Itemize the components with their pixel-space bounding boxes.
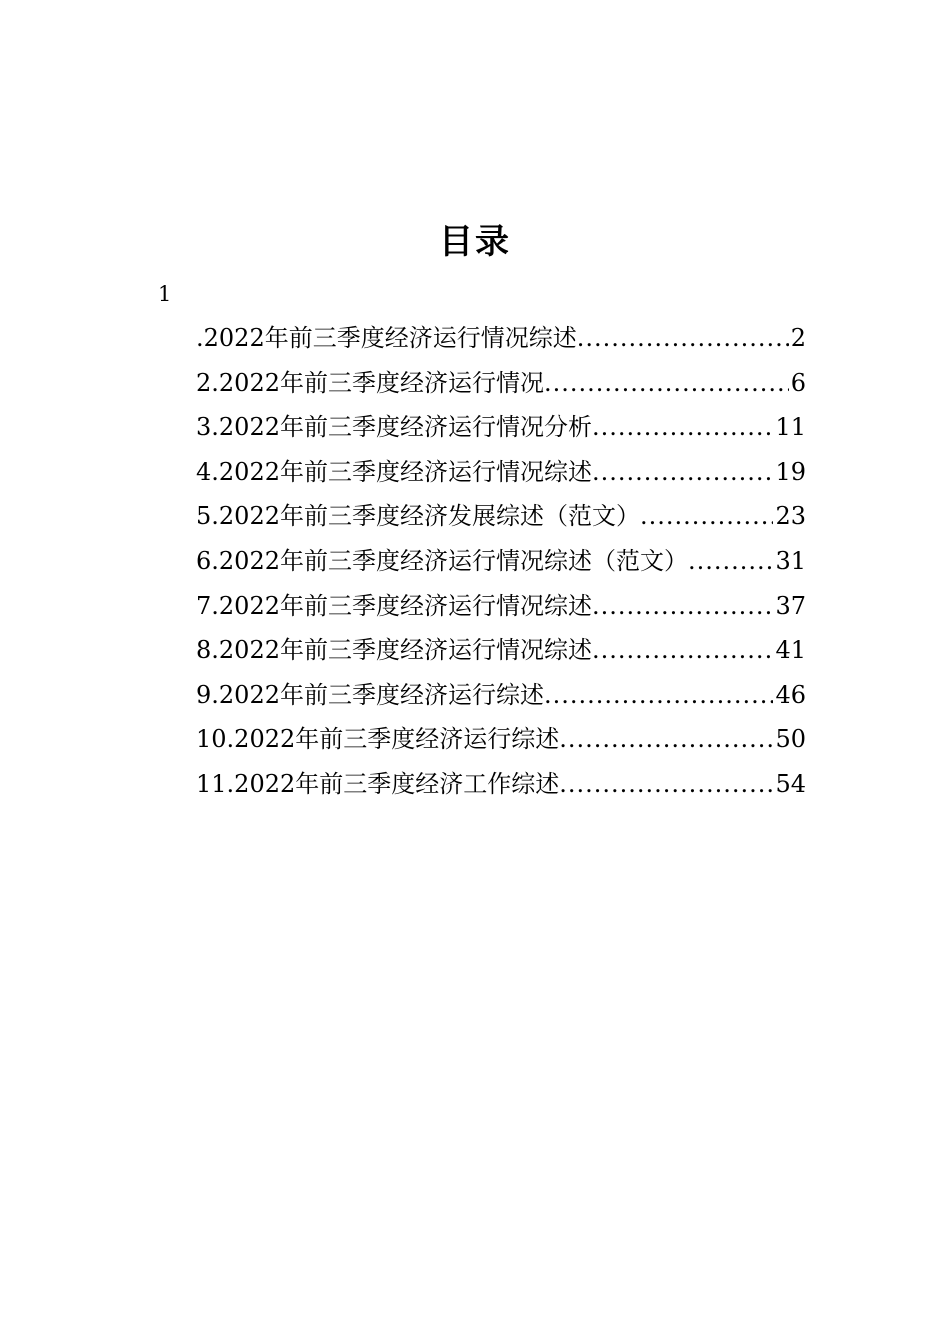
toc-dot-leader <box>592 628 773 673</box>
toc-entry-title: 5.2022年前三季度经济发展综述（范文） <box>196 502 640 531</box>
toc-entry[interactable] <box>196 539 806 584</box>
toc-entry-title: 8.2022年前三季度经济运行情况综述 <box>196 636 592 665</box>
toc-entry-title: 3.2022年前三季度经济运行情况分析 <box>196 413 592 442</box>
toc-entry[interactable] <box>196 450 806 495</box>
toc-entry[interactable] <box>196 494 806 539</box>
toc-entry-title: .2022年前三季度经济运行情况综述 <box>196 324 577 352</box>
toc-dot-leader <box>592 405 773 450</box>
toc-entry[interactable] <box>196 405 806 450</box>
toc-entry-page: 6 <box>790 368 806 397</box>
toc-entry[interactable] <box>196 361 806 406</box>
toc-entry-title: 6.2022年前三季度经济运行情况综述（范文） <box>196 546 688 575</box>
toc-entry[interactable] <box>196 628 806 673</box>
toc-title: 目录 <box>439 222 511 262</box>
toc-dot-leader <box>688 539 773 584</box>
toc-entry-page: 50 <box>775 725 806 754</box>
toc-entry-page: 11 <box>775 413 806 442</box>
toc-entry-page: 19 <box>775 457 806 486</box>
toc-dot-leader <box>559 762 773 807</box>
toc-entry[interactable] <box>196 316 806 361</box>
toc-entry[interactable] <box>196 673 806 718</box>
toc-entry[interactable] <box>196 584 806 629</box>
toc-entry-title: 11.2022年前三季度经济工作综述 <box>196 769 560 798</box>
toc-entry-title: 7.2022年前三季度经济运行情况综述 <box>196 591 592 620</box>
stray-number: 1 <box>158 282 172 306</box>
toc-entry-title: 9.2022年前三季度经济运行综述 <box>196 680 544 709</box>
toc-dot-leader <box>592 584 773 629</box>
toc-list <box>196 316 806 807</box>
toc-entry-page: 31 <box>775 546 806 575</box>
toc-entry-page: 54 <box>775 769 806 798</box>
toc-dot-leader <box>544 673 773 718</box>
toc-entry-page: 2 <box>790 324 806 352</box>
toc-dot-leader <box>640 494 773 539</box>
toc-entry-page: 37 <box>775 591 806 620</box>
toc-entry-page: 23 <box>775 502 806 531</box>
toc-entry-title: 4.2022年前三季度经济运行情况综述 <box>196 457 592 486</box>
toc-dot-leader <box>592 450 773 495</box>
toc-entry[interactable] <box>196 717 806 762</box>
toc-entry-page: 41 <box>775 636 806 665</box>
toc-dot-leader <box>544 361 789 406</box>
toc-dot-leader <box>577 316 789 361</box>
toc-dot-leader <box>559 717 773 762</box>
toc-entry-title: 10.2022年前三季度经济运行综述 <box>196 725 560 754</box>
toc-entry-title: 2.2022年前三季度经济运行情况 <box>196 368 544 397</box>
toc-entry[interactable] <box>196 762 806 807</box>
toc-entry-page: 46 <box>775 680 806 709</box>
